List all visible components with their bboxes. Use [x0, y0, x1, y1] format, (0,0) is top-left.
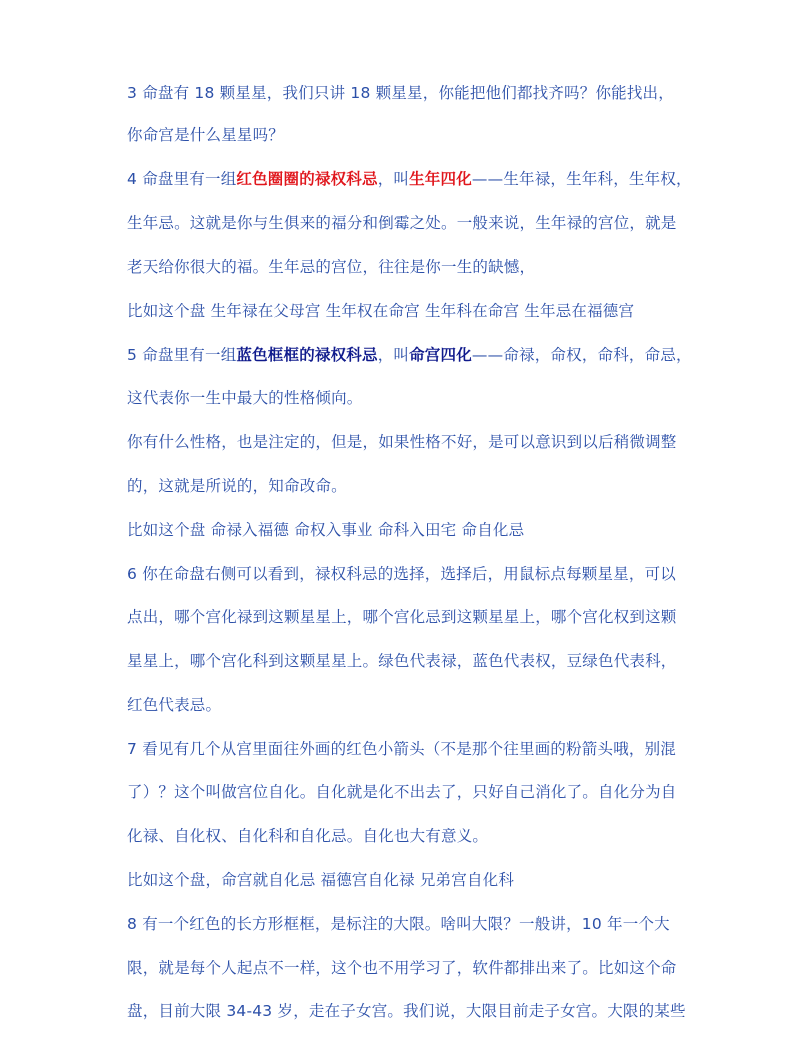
item6-line2: 点出，哪个宫化禄到这颗星星上，哪个宫化忌到这颗星星上，哪个宫化权到这颗	[127, 608, 677, 626]
item5-prefix: 5 命盘里有一组	[127, 346, 237, 364]
item5-line1	[127, 344, 727, 366]
item4-line2: 生年忌。这就是你与生俱来的福分和倒霉之处。一般来说，生年禄的宫位，就是	[127, 214, 677, 232]
item5-line3: 你有什么性格，也是注定的，但是，如果性格不好，是可以意识到以后稍微调整	[127, 433, 677, 451]
item4-emphasis-birth-year-sihua: 生年四化	[409, 170, 472, 188]
item4-line3: 老天给你很大的福。生年忌的宫位，往往是你一生的缺憾，	[127, 258, 536, 276]
item4-mid: ，叫	[377, 170, 410, 188]
item4-emphasis-red-circles: 红色圈圈的禄权科忌	[236, 170, 378, 188]
item5-line4: 的，这就是所说的，知命改命。	[127, 477, 347, 495]
item5-mid: ，叫	[377, 346, 410, 364]
item6-line3: 星星上，哪个宫化科到这颗星星上。绿色代表禄，蓝色代表权，豆绿色代表科，	[127, 652, 677, 670]
item5-example: 比如这个盘 命禄入福德 命权入事业 命科入田宅 命自化忌	[127, 521, 525, 539]
item8-line2: 限，就是每个人起点不一样，这个也不用学习了，软件都排出来了。比如这个命	[127, 959, 677, 977]
item8-line3: 盘，目前大限 34-43 岁，走在子女宫。我们说，大限目前走子女宫。大限的某些	[127, 1002, 686, 1020]
item3-line2: 你命宫是什么星星吗？	[127, 126, 285, 144]
item8-line1: 8 有一个红色的长方形框框，是标注的大限。啥叫大限？一般讲，10 年一个大	[127, 915, 670, 933]
item5-emphasis-life-palace-sihua: 命宫四化	[409, 346, 472, 364]
item5-suffix: ——命禄，命权，命科，命忌，	[471, 346, 692, 364]
item7-line3: 化禄、自化权、自化科和自化忌。自化也大有意义。	[127, 827, 489, 845]
item5-emphasis-blue-boxes: 蓝色框框的禄权科忌	[236, 346, 378, 364]
item7-line1: 7 看见有几个从宫里面往外画的红色小箭头（不是那个往里画的粉箭头哦，别混	[127, 740, 676, 758]
item6-line1: 6 你在命盘右侧可以看到，禄权科忌的选择，选择后，用鼠标点每颗星星，可以	[127, 565, 676, 583]
item7-line2: 了）？这个叫做宫位自化。自化就是化不出去了，只好自己消化了。自化分为自	[127, 783, 677, 801]
item4-suffix: ——生年禄，生年科，生年权，	[471, 170, 692, 188]
item5-line2: 这代表你一生中最大的性格倾向。	[127, 389, 363, 407]
item3-line1: 3 命盘有 18 颗星星，我们只讲 18 颗星星，你能把他们都找齐吗？你能找出，	[127, 84, 674, 102]
item7-example: 比如这个盘，命宫就自化忌 福德宫自化禄 兄弟宫自化科	[127, 871, 515, 889]
item4-example: 比如这个盘 生年禄在父母宫 生年权在命宫 生年科在命宫 生年忌在福德宫	[127, 302, 635, 320]
item4-prefix: 4 命盘里有一组	[127, 170, 237, 188]
item6-line4: 红色代表忌。	[127, 696, 222, 714]
item4-line1	[127, 168, 727, 190]
